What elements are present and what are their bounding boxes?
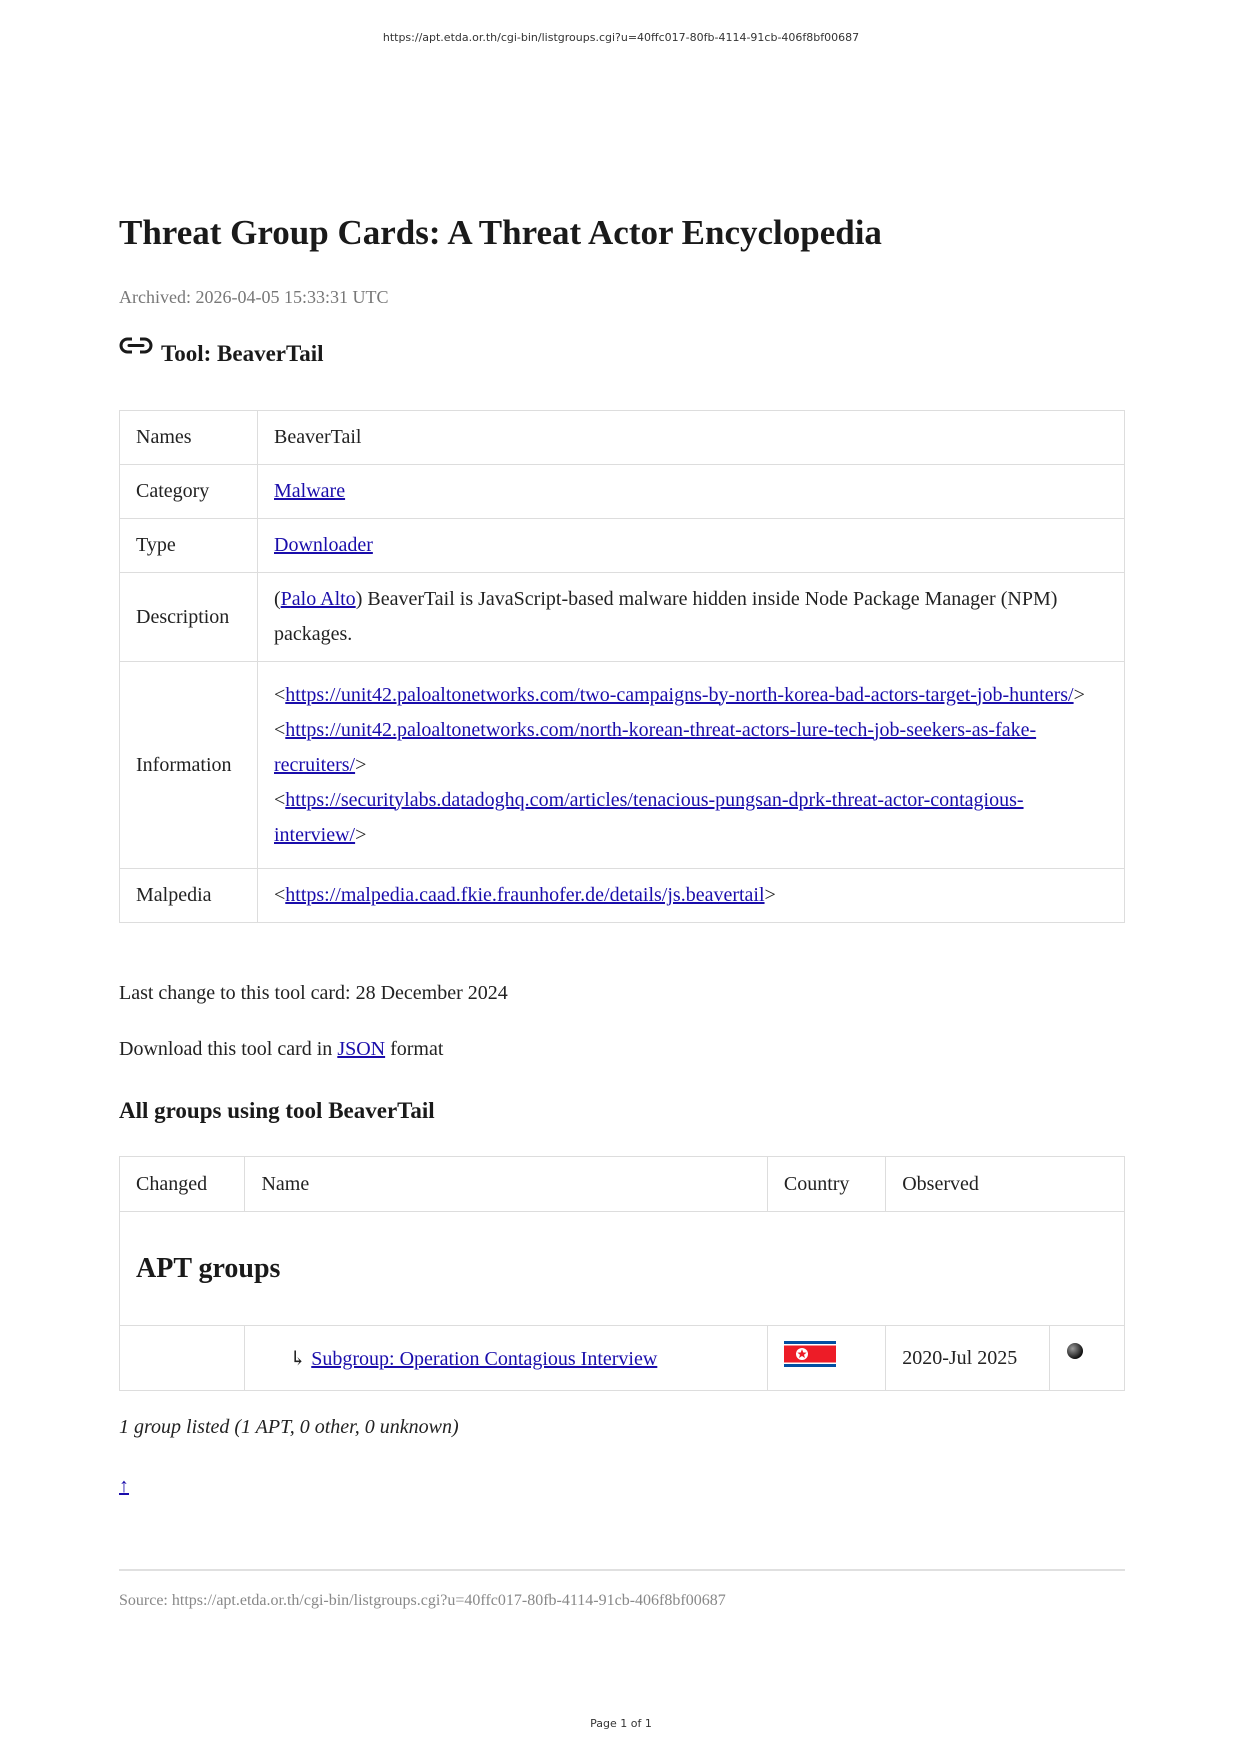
page-title: Threat Group Cards: A Threat Actor Encyclopedia: [119, 213, 882, 252]
group-observed: 2020-Jul 2025: [886, 1326, 1050, 1391]
information-ref-1: <https://unit42.paloaltonetworks.com/two-campaigns-by-north-korea-bad-actors-target-job-hunters/>: [274, 683, 1085, 706]
names-label: Names: [120, 411, 258, 465]
download-line: [119, 1038, 443, 1061]
back-to-top-link[interactable]: ↑: [119, 1475, 129, 1497]
information-value: [258, 662, 1125, 869]
north-korea-flag-icon: [784, 1341, 836, 1367]
last-change: Last change to this tool card: 28 December 2024: [119, 982, 508, 1004]
source-url: Source: https://apt.etda.or.th/cgi-bin/listgroups.cgi?u=40ffc017-80fb-4114-91cb-406f8bf00687: [119, 1592, 726, 1609]
print-header: https://apt.etda.or.th/cgi-bin/listgroups.cgi?u=40ffc017-80fb-4114-91cb-406f8bf00687: [382, 31, 860, 44]
information-ref-3: <https://securitylabs.datadoghq.com/articles/tenacious-pungsan-dprk-threat-actor-contagious-interview/>: [274, 788, 1024, 846]
link-icon: [119, 336, 153, 356]
download-suffix: format: [385, 1038, 444, 1060]
malpedia-row: [120, 869, 1125, 923]
apt-groups-section-title: APT groups: [120, 1212, 1125, 1326]
column-name: Name: [245, 1157, 767, 1212]
tool-heading: [119, 341, 324, 367]
group-link[interactable]: Subgroup: Operation Contagious Interview: [311, 1347, 658, 1370]
archived-timestamp: Archived: 2026-04-05 15:33:31 UTC: [119, 287, 389, 307]
subgroup-arrow: ↳: [289, 1347, 307, 1370]
description-value: [258, 573, 1125, 662]
description-open-paren: (: [274, 588, 281, 610]
apt-groups-section-row: [120, 1212, 1125, 1326]
names-row: [120, 411, 1125, 465]
information-row: [120, 662, 1125, 869]
category-label: Category: [120, 465, 258, 519]
description-label: Description: [120, 573, 258, 662]
tool-info-table: [119, 410, 1125, 923]
information-link-1[interactable]: https://unit42.paloaltonetworks.com/two-campaigns-by-north-korea-bad-actors-target-job-hunters/: [285, 683, 1074, 706]
type-value: [258, 519, 1125, 573]
table-row: [120, 1326, 1125, 1391]
malpedia-label: Malpedia: [120, 869, 258, 923]
malpedia-link[interactable]: https://malpedia.caad.fkie.fraunhofer.de/details/js.beavertail: [285, 884, 765, 906]
groups-summary: 1 group listed (1 APT, 0 other, 0 unknown): [119, 1416, 459, 1438]
group-name-cell: [245, 1326, 767, 1391]
tool-heading-text: Tool: BeaverTail: [161, 341, 324, 366]
column-observed: Observed: [886, 1157, 1125, 1212]
category-link[interactable]: Malware: [274, 480, 346, 502]
download-prefix: Download this tool card in: [119, 1038, 338, 1060]
group-changed: [120, 1326, 245, 1391]
information-label: Information: [120, 662, 258, 869]
json-download-link[interactable]: JSON: [337, 1038, 386, 1060]
print-footer: Page 1 of 1: [590, 1717, 652, 1730]
names-value: BeaverTail: [258, 411, 1125, 465]
description-source-link[interactable]: Palo Alto: [280, 588, 356, 610]
type-label: Type: [120, 519, 258, 573]
groups-table: [119, 1156, 1125, 1391]
footer-divider: [119, 1569, 1125, 1571]
description-text: ) BeaverTail is JavaScript-based malware hidden inside Node Package Manager (NPM) packages.: [274, 588, 1058, 645]
information-link-2[interactable]: https://unit42.paloaltonetworks.com/north-korean-threat-actors-lure-tech-job-seekers-as-fake-recruiters/: [274, 718, 1037, 776]
information-ref-2: <https://unit42.paloaltonetworks.com/north-korean-threat-actors-lure-tech-job-seekers-as-fake-recruiters/>: [274, 718, 1037, 776]
malpedia-value: <https://malpedia.caad.fkie.fraunhofer.de/details/js.beavertail>: [258, 869, 1125, 923]
group-status: [1050, 1326, 1125, 1391]
description-row: [120, 573, 1125, 662]
category-row: [120, 465, 1125, 519]
type-row: [120, 519, 1125, 573]
category-value: [258, 465, 1125, 519]
column-changed: Changed: [120, 1157, 245, 1212]
information-link-3[interactable]: https://securitylabs.datadoghq.com/articles/tenacious-pungsan-dprk-threat-actor-contagious-interview/: [274, 788, 1024, 846]
type-link[interactable]: Downloader: [274, 534, 373, 556]
groups-header-row: [120, 1157, 1125, 1212]
dot-icon: [1066, 1342, 1084, 1360]
groups-heading: All groups using tool BeaverTail: [119, 1098, 435, 1123]
column-country: Country: [767, 1157, 885, 1212]
group-country: [767, 1326, 885, 1391]
